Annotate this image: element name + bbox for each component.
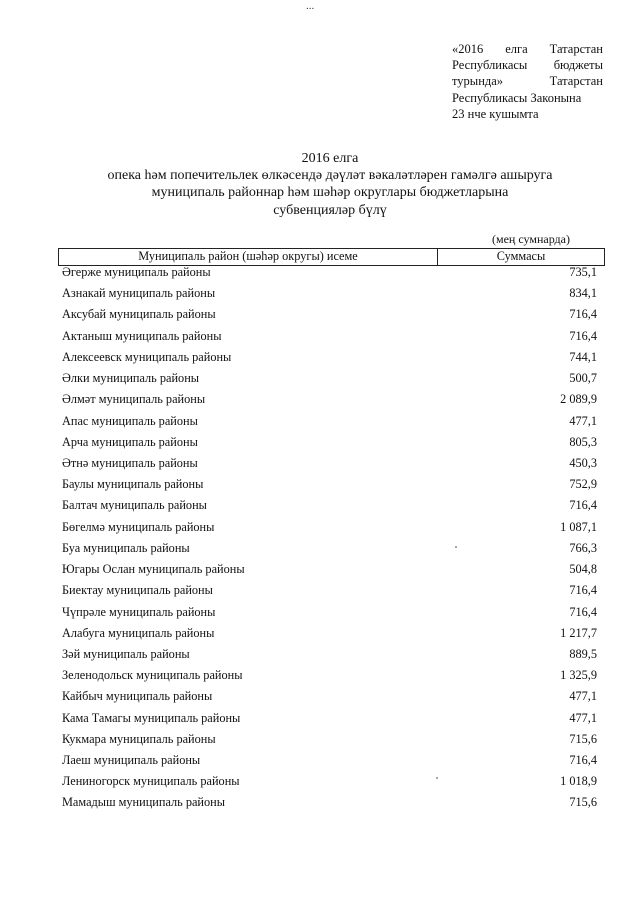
table-row: [58, 350, 605, 371]
municipality-name: Әлмәт муниципаль районы: [62, 392, 206, 407]
subvention-sum: 716,4: [569, 498, 597, 513]
table-row: [58, 626, 605, 647]
municipality-name: Кукмара муниципаль районы: [62, 731, 216, 746]
municipality-name: Чүпрәле муниципаль районы: [62, 604, 216, 619]
subvention-sum: 716,4: [569, 328, 597, 343]
subvention-sum: 716,4: [569, 307, 597, 322]
municipality-name: Балтач муниципаль районы: [62, 498, 207, 513]
table-row: [58, 711, 605, 732]
subvention-sum: 752,9: [569, 477, 597, 492]
subvention-sum: 715,6: [569, 795, 597, 810]
appendix-word: Татарстан: [549, 74, 603, 89]
municipality-name: Апас муниципаль районы: [62, 413, 198, 428]
municipality-name: Биектау муниципаль районы: [62, 583, 213, 598]
subvention-sum: 716,4: [569, 753, 597, 768]
subvention-sum: 1 325,9: [560, 668, 597, 683]
table-row: [58, 647, 605, 668]
column-header-sum: Суммасы: [496, 249, 546, 263]
subvention-sum: 477,1: [569, 689, 597, 704]
appendix-word: Татарстан: [549, 42, 603, 56]
subvention-sum: 889,5: [569, 646, 597, 661]
subvention-sum: 735,1: [569, 265, 597, 279]
subvention-sum: 744,1: [569, 349, 597, 364]
column-header-name: Муниципаль район (шәһәр округы) исеме: [59, 249, 438, 265]
municipality-name: Лаеш муниципаль районы: [62, 753, 201, 768]
subvention-sum: 834,1: [569, 286, 597, 301]
municipality-name: Аксубай муниципаль районы: [62, 307, 216, 322]
table-row: [58, 371, 605, 392]
subvention-table: [58, 248, 605, 817]
subvention-sum: 477,1: [569, 413, 597, 428]
municipality-name: Әлки муниципаль районы: [62, 371, 200, 386]
table-row: [58, 562, 605, 583]
table-row: [58, 329, 605, 350]
appendix-word: «2016: [452, 42, 484, 56]
subvention-sum: 715,6: [569, 731, 597, 746]
appendix-line: [452, 57, 603, 73]
scan-speck: [455, 546, 457, 548]
table-row: [58, 286, 605, 307]
municipality-name: Алабуга муниципаль районы: [62, 625, 215, 640]
subvention-sum: 477,1: [569, 710, 597, 725]
municipality-name: Әгерже муниципаль районы: [62, 265, 211, 279]
municipality-name: Азнакай муниципаль районы: [62, 286, 216, 301]
table-row: [58, 605, 605, 626]
appendix-line: [452, 90, 603, 106]
table-row: [58, 668, 605, 689]
subvention-sum: 716,4: [569, 604, 597, 619]
appendix-word: 23 нче кушымта: [452, 106, 539, 121]
table-row: [58, 498, 605, 519]
municipality-name: Әтнә муниципаль районы: [62, 455, 198, 470]
table-row: [58, 265, 605, 286]
table-header: [58, 248, 605, 266]
table-row: [58, 774, 605, 795]
table-row: [58, 732, 605, 753]
municipality-name: Зәй муниципаль районы: [62, 646, 190, 661]
table-row: [58, 435, 605, 456]
scan-speck: [436, 777, 438, 779]
municipality-name: Алексеевск муниципаль районы: [62, 349, 232, 364]
appendix-line: [452, 106, 603, 122]
municipality-name: Лениногорск муниципаль районы: [62, 774, 240, 789]
municipality-name: Бөгелмә муниципаль районы: [62, 519, 215, 534]
subvention-sum: 2 089,9: [560, 392, 597, 407]
page-top-mark: ...: [306, 0, 315, 12]
table-row: [58, 456, 605, 477]
document-title: [60, 150, 600, 219]
municipality-name: Буа муниципаль районы: [62, 540, 190, 555]
subvention-sum: 500,7: [569, 371, 597, 386]
appendix-word: елга: [505, 42, 528, 56]
subvention-sum: 1 217,7: [560, 625, 597, 640]
subvention-sum: 504,8: [569, 562, 597, 577]
appendix-line: [452, 41, 603, 57]
subvention-sum: 450,3: [569, 455, 597, 470]
municipality-name: Кама Тамагы муниципаль районы: [62, 710, 241, 725]
appendix-word: турында»: [452, 74, 504, 89]
subvention-sum: 1 087,1: [560, 519, 597, 534]
appendix-word: Республикасы: [452, 58, 528, 73]
municipality-name: Кайбыч муниципаль районы: [62, 689, 213, 704]
appendix-note: [452, 41, 603, 122]
table-row: [58, 477, 605, 498]
table-row: [58, 414, 605, 435]
title-line-recipients: муниципаль районнар һәм шәһәр округлары бюджетларына: [151, 185, 509, 201]
table-row: [58, 689, 605, 710]
table-body: [58, 265, 605, 817]
subvention-sum: 1 018,9: [560, 774, 597, 789]
subvention-sum: 805,3: [569, 434, 597, 449]
municipality-name: Арча муниципаль районы: [62, 434, 198, 449]
table-row: [58, 392, 605, 413]
title-line-subject: опека һәм попечительлек өлкәсендә дәүләт вәкаләтләрен гамәлгә ашыруга: [107, 168, 553, 184]
table-row: [58, 583, 605, 604]
municipality-name: Актаныш муниципаль районы: [62, 328, 222, 343]
appendix-word: Республикасы Законына: [452, 90, 582, 105]
subvention-sum: 716,4: [569, 583, 597, 598]
appendix-line: [452, 73, 603, 89]
municipality-name: Баулы муниципаль районы: [62, 477, 204, 492]
units-note: (мең сумнарда): [492, 232, 570, 246]
title-line-distribution: субвенцияләр бүлү: [273, 202, 387, 218]
appendix-word: бюджеты: [553, 58, 603, 73]
table-row: [58, 753, 605, 774]
table-row: [58, 795, 605, 816]
table-row: [58, 541, 605, 562]
municipality-name: Зеленодольск муниципаль районы: [62, 668, 243, 683]
table-row: [58, 520, 605, 541]
municipality-name: Югары Ослан муниципаль районы: [62, 562, 245, 577]
table-row: [58, 307, 605, 328]
title-line-year: 2016 елга: [301, 151, 359, 166]
municipality-name: Мамадыш муниципаль районы: [62, 795, 226, 810]
subvention-sum: 766,3: [569, 540, 597, 555]
